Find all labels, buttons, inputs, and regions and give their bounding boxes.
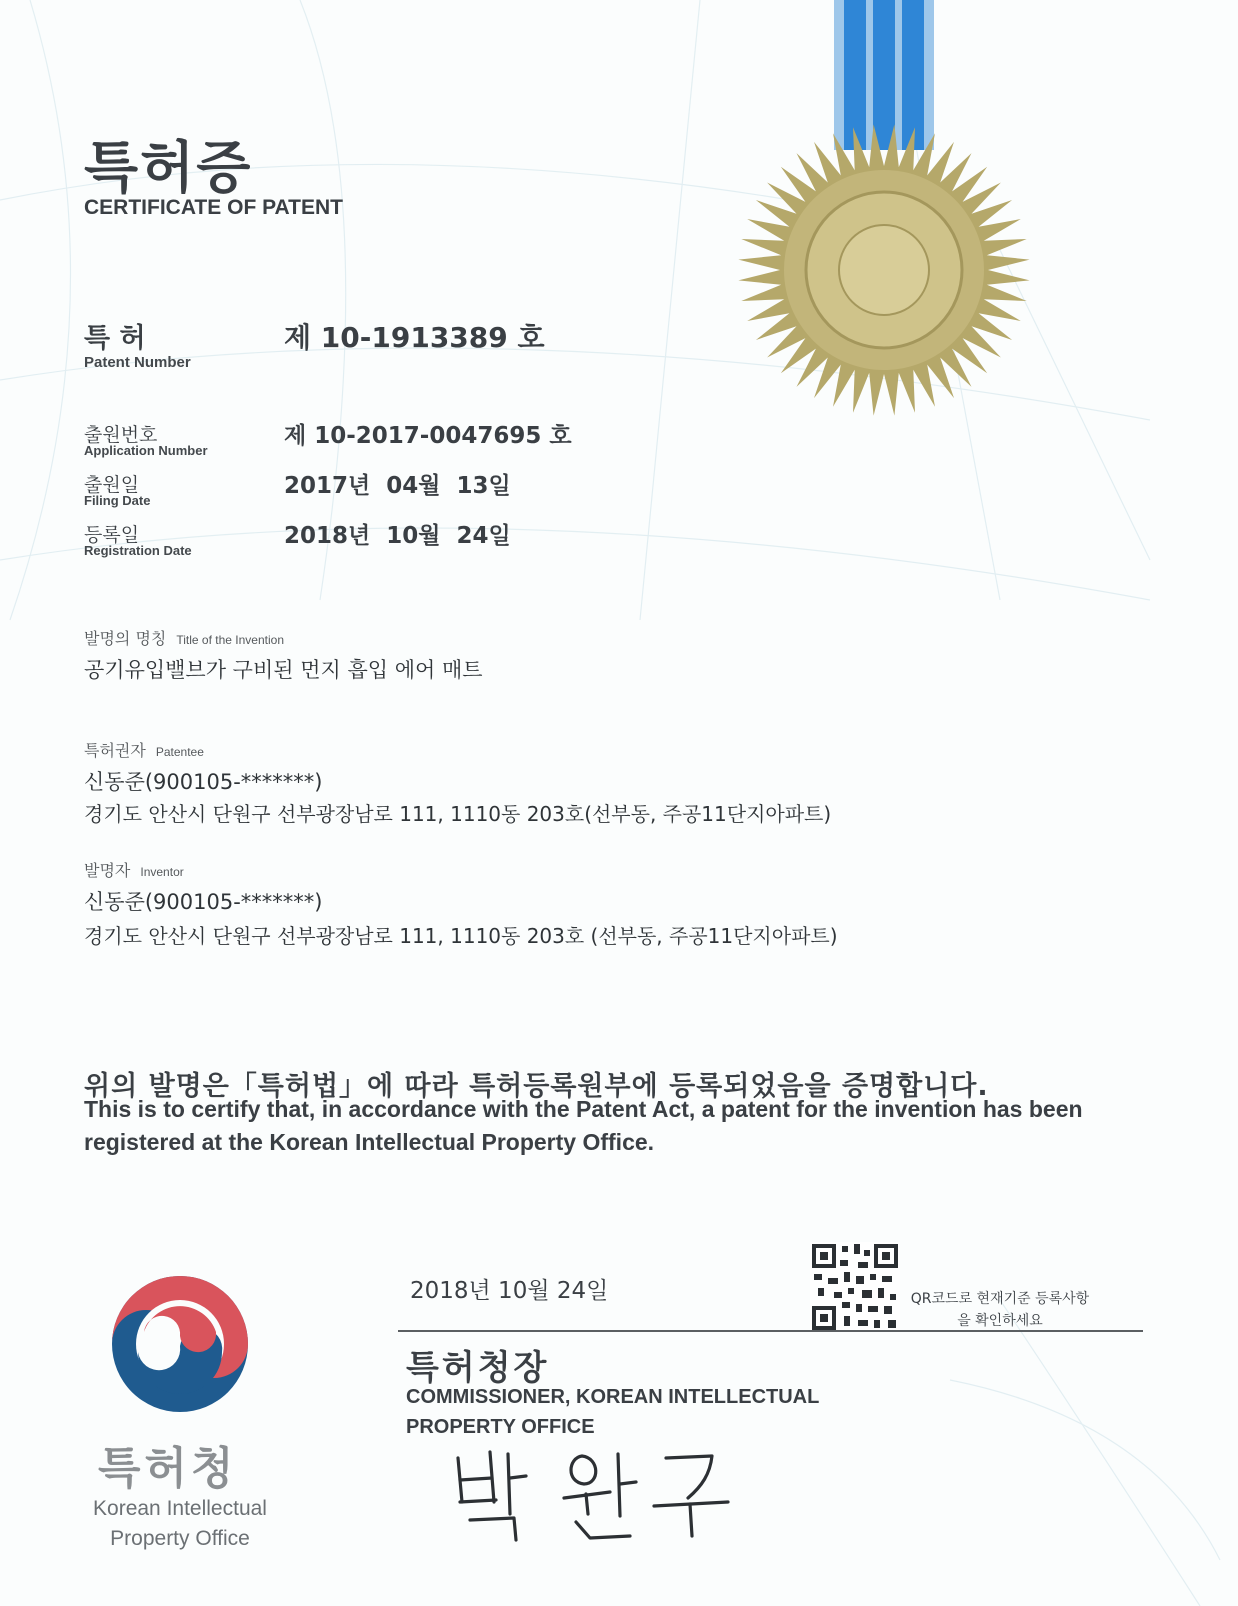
patent-number-label-en: Patent Number — [84, 354, 191, 371]
office-name-ko: 특허청 — [98, 1443, 238, 1494]
qr-code-icon[interactable] — [810, 1242, 900, 1332]
office-name-en: Korean Intellectual Property Office — [93, 1497, 267, 1550]
invention-label-en: Title of the Invention — [176, 633, 284, 647]
filing-date-label-ko: 출원일 — [84, 474, 140, 496]
gold-seal-icon — [734, 120, 1034, 420]
filing-date-label-en: Filing Date — [84, 493, 151, 508]
certification-text-ko: 위의 발명은「특허법」에 따라 특허등록원부에 등록되었음을 증명합니다. — [84, 1071, 989, 1102]
invention-label-ko: 발명의 명칭 — [84, 629, 167, 648]
footer-divider — [398, 1330, 1143, 1332]
certificate-title-ko: 특허증 — [84, 136, 253, 201]
patentee-label-en: Patentee — [155, 745, 204, 759]
patentee-label — [84, 738, 204, 761]
issue-date: 2018년 10월 24일 — [410, 1278, 609, 1304]
qr-code-note: QR코드로 현재기준 등록사항을 확인하세요 — [910, 1291, 1090, 1329]
certification-text-en: This is to certify that, in accordance with the Patent Act, a patent for the invention has been registered at the Korean Intellectual Property Office. — [84, 1096, 1083, 1155]
invention-title: 공기유입밸브가 구비된 먼지 흡입 에어 매트 — [84, 658, 483, 682]
commissioner-title-en: COMMISSIONER, KOREAN INTELLECTUAL PROPERTY OFFICE — [406, 1386, 819, 1438]
application-number-label-ko: 출원번호 — [84, 424, 158, 446]
registration-date-label-en: Registration Date — [84, 543, 192, 558]
signature — [440, 1440, 740, 1550]
patent-number-value: 제 10-1913389 호 — [284, 321, 545, 354]
invention-label — [84, 626, 284, 649]
certificate-title-en: CERTIFICATE OF PATENT — [84, 196, 343, 219]
patentee-label-ko: 특허권자 — [84, 741, 146, 760]
commissioner-title-ko: 특허청장 — [406, 1348, 550, 1388]
application-number-value: 제 10-2017-0047695 호 — [284, 423, 572, 449]
inventor-name: 신동준(900105-*******) — [84, 890, 323, 914]
patent-number-label-ko: 특 허 — [84, 323, 146, 354]
inventor-address: 경기도 안산시 단원구 선부광장남로 111, 1110동 203호 (선부동, 주공11단지아파트) — [84, 924, 838, 948]
inventor-label-ko: 발명자 — [84, 861, 131, 880]
filing-date-value: 2017년 04월 13일 — [284, 473, 511, 499]
patentee-address: 경기도 안산시 단원구 선부광장남로 111, 1110동 203호(선부동, 주공11단지아파트) — [84, 802, 832, 826]
taegeuk-logo-icon — [108, 1272, 252, 1416]
inventor-label — [84, 858, 184, 881]
registration-date-label-ko: 등록일 — [84, 524, 140, 546]
patentee-name: 신동준(900105-*******) — [84, 770, 323, 794]
application-number-label-en: Application Number — [84, 443, 208, 458]
inventor-label-en: Inventor — [140, 865, 184, 879]
registration-date-value: 2018년 10월 24일 — [284, 523, 511, 549]
